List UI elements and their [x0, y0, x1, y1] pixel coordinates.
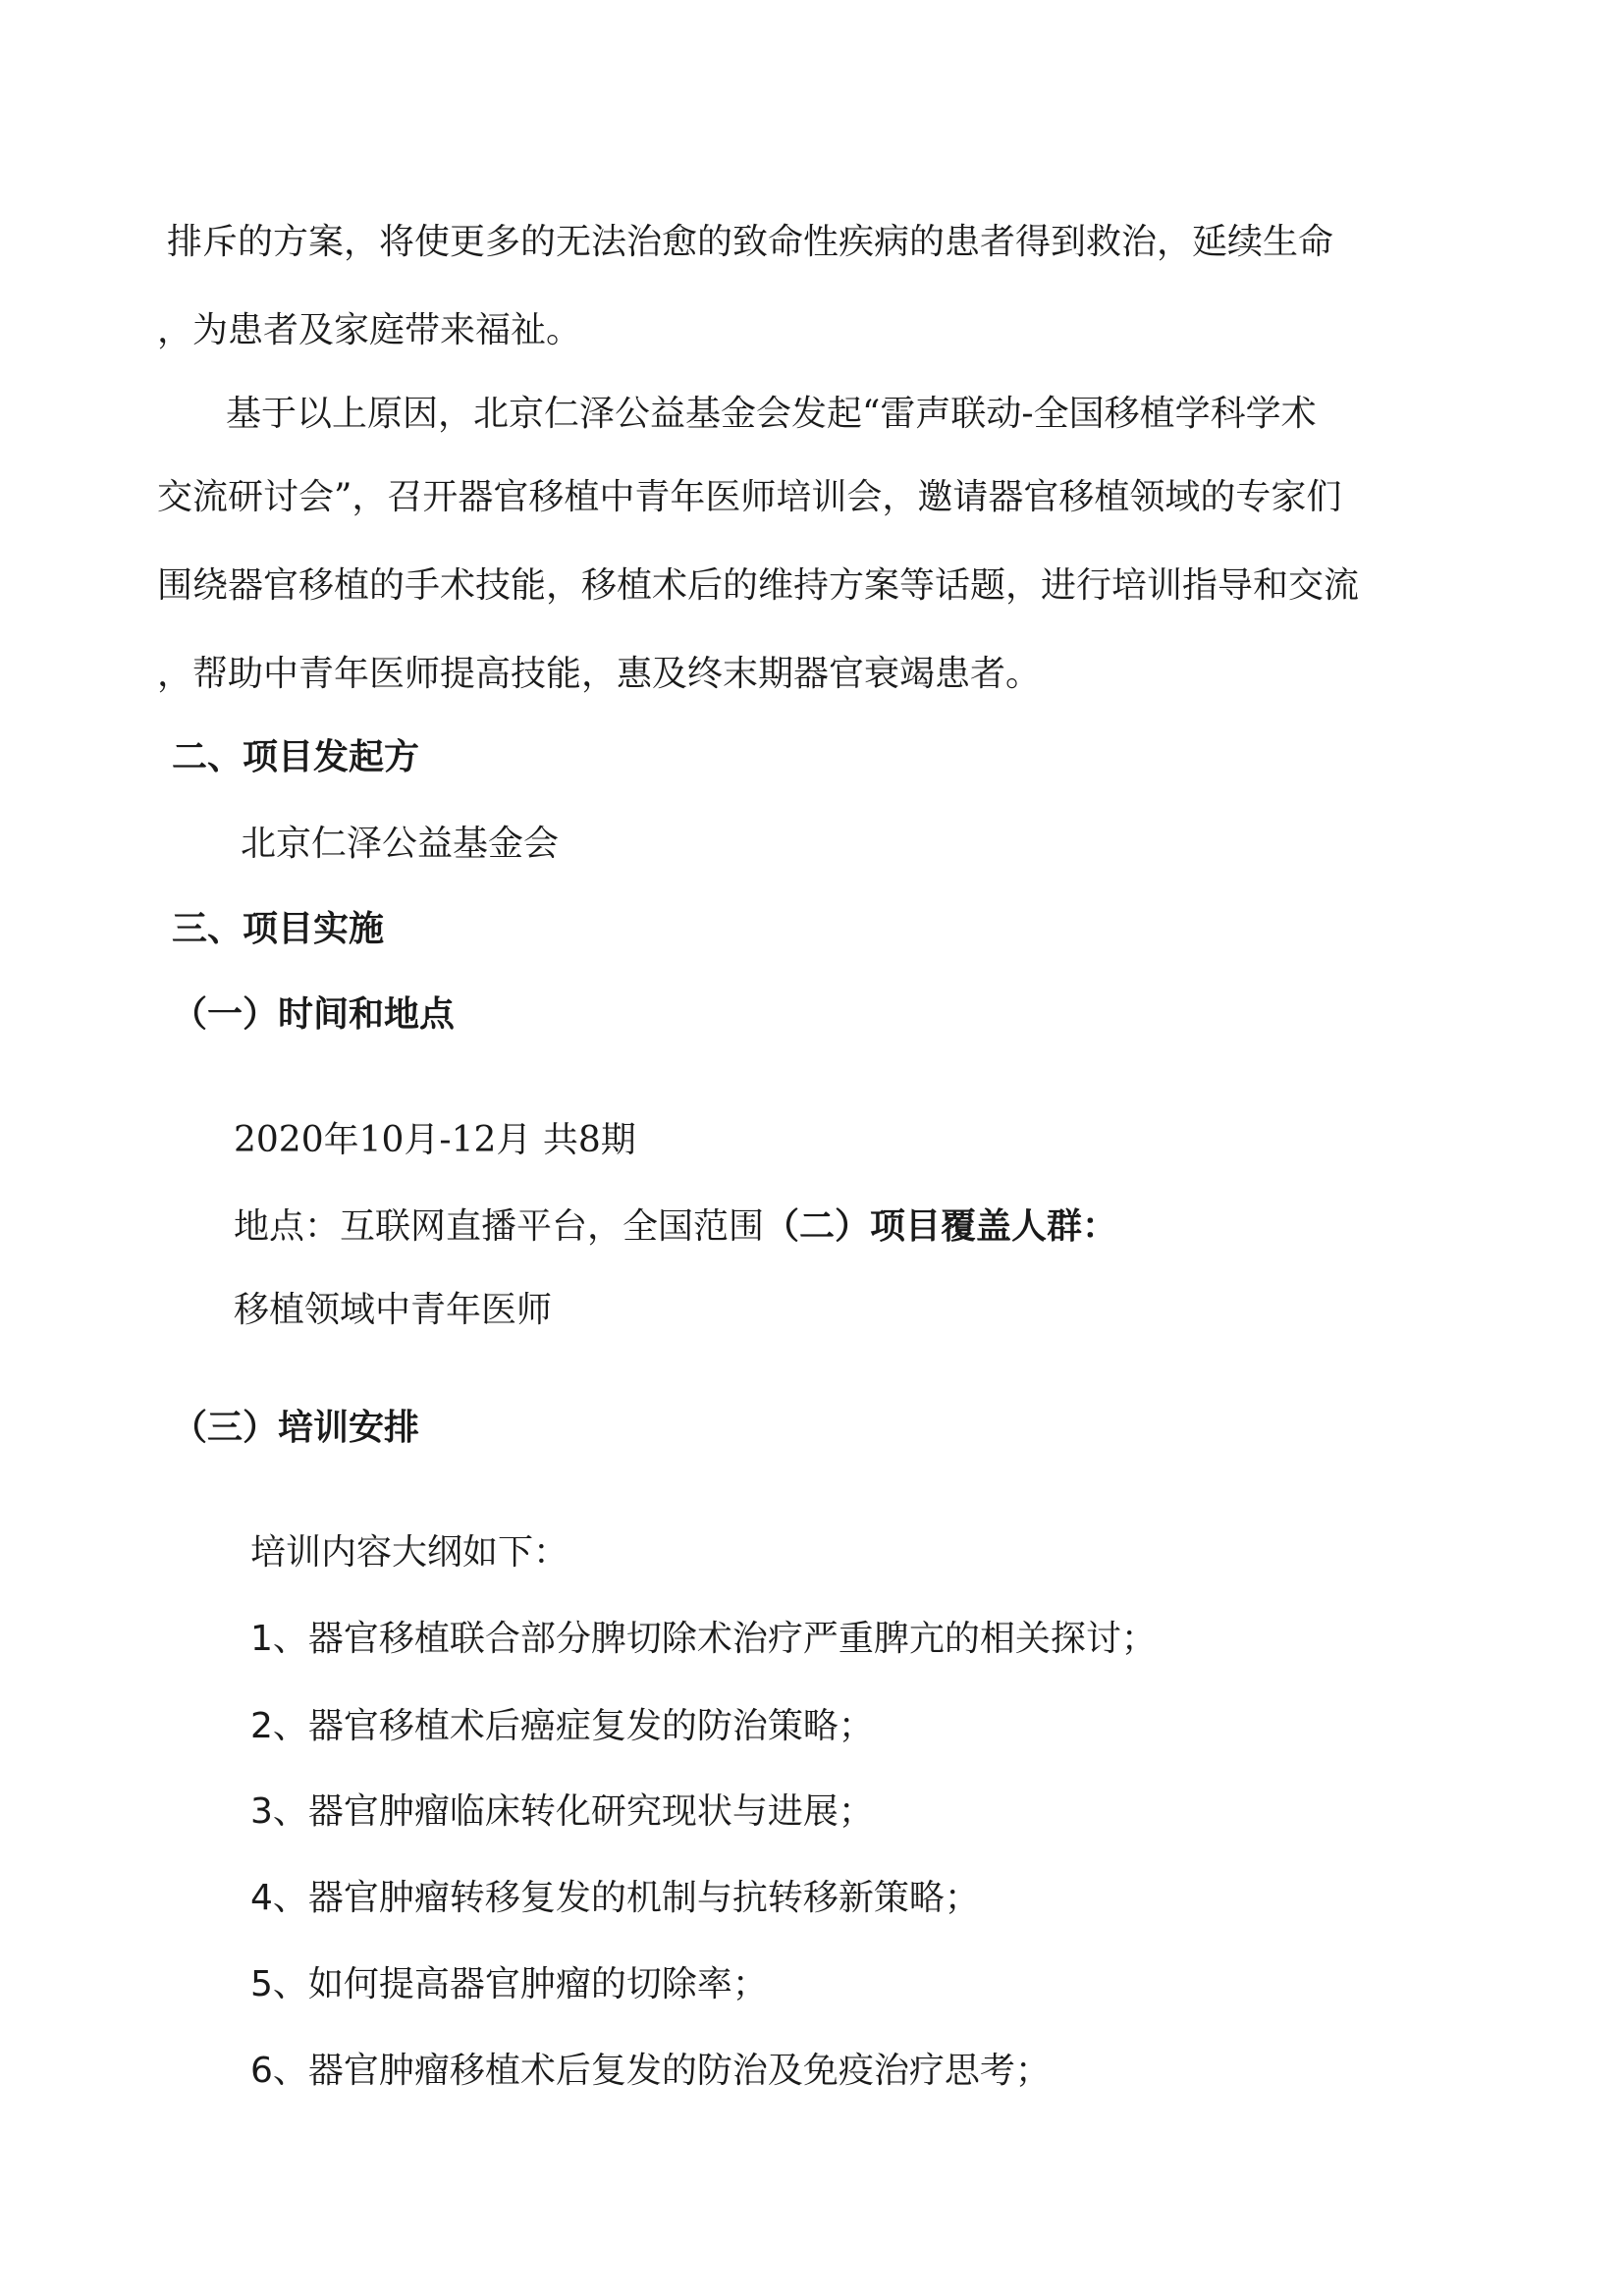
outline-item: 6、器官肿瘤移植术后复发的防治及免疫治疗思考； — [250, 2051, 1051, 2091]
audience-text: 移植领域中青年医师 — [234, 1290, 553, 1330]
outline-item: 2、器官移植术后癌症复发的防治策略； — [250, 1706, 874, 1746]
paragraph-line: ，为患者及家庭带来福祉。 — [157, 310, 582, 350]
outline-item: 1、器官移植联合部分脾切除术治疗严重脾亢的相关探讨； — [250, 1619, 1157, 1659]
location-text: 地点：互联网直播平台，全国范围 — [234, 1206, 765, 1247]
paragraph-line: 基于以上原因，北京仁泽公益基金会发起“雷声联动-全国移植学科学术 — [226, 394, 1317, 434]
section-heading: 二、项目发起方 — [172, 737, 420, 777]
paragraph-line: 排斥的方案，将使更多的无法治愈的致命性疾病的患者得到救治，延续生命 — [167, 222, 1334, 262]
subsection-heading: （二）项目覆盖人群： — [764, 1206, 1118, 1247]
section-heading: 三、项目实施 — [172, 909, 385, 949]
location-line — [234, 1205, 1117, 1249]
outline-intro: 培训内容大纲如下： — [250, 1532, 569, 1573]
outline-item: 4、器官肿瘤转移复发的机制与抗转移新策略； — [250, 1878, 980, 1918]
subsection-heading: （三）培训安排 — [172, 1408, 420, 1448]
outline-item: 5、如何提高器官肿瘤的切除率； — [250, 1964, 768, 2004]
outline-item: 3、器官肿瘤临床转化研究现状与进展； — [250, 1791, 874, 1832]
paragraph-line: 交流研讨会”，召开器官移植中青年医师培训会，邀请器官移植领域的专家们 — [157, 477, 1342, 517]
subsection-heading: （一）时间和地点 — [172, 994, 456, 1035]
time-text: 2020年10月-12月 共8期 — [234, 1120, 636, 1160]
initiator-text: 北京仁泽公益基金会 — [241, 824, 560, 864]
paragraph-line: ，帮助中青年医师提高技能，惠及终末期器官衰竭患者。 — [157, 654, 1042, 694]
paragraph-line: 围绕器官移植的手术技能，移植术后的维持方案等话题，进行培训指导和交流 — [157, 565, 1360, 606]
